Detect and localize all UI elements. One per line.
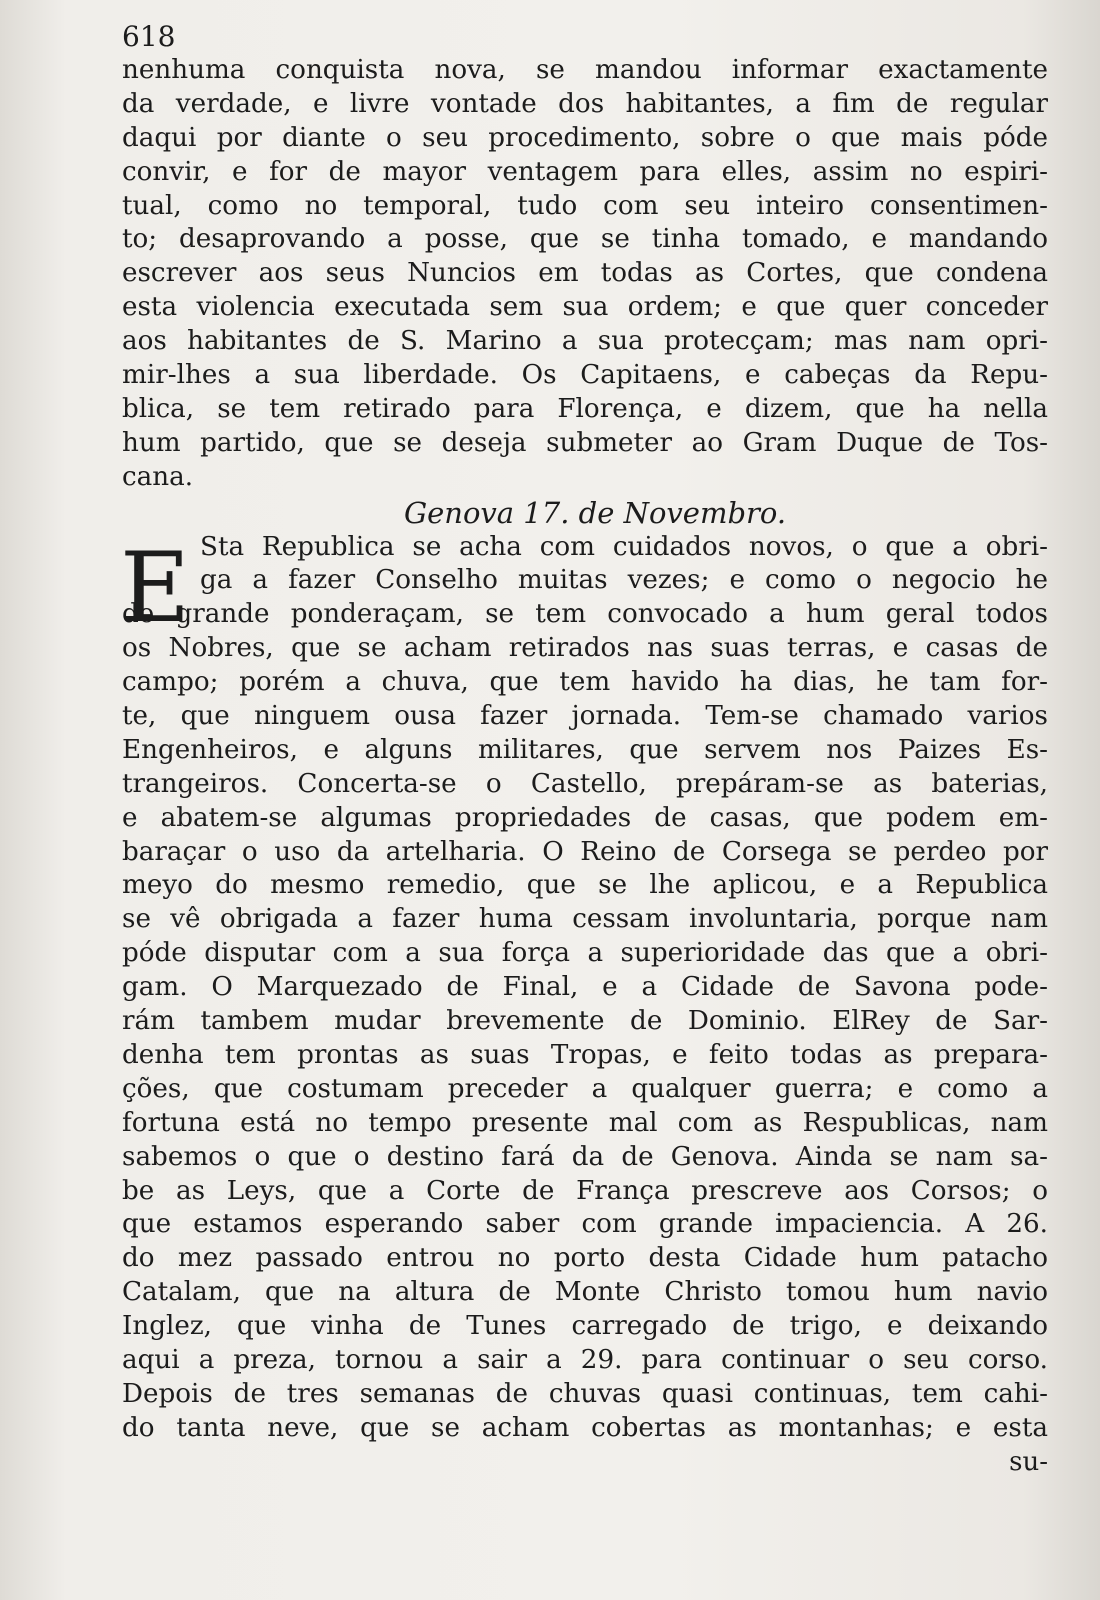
text-line: Depois de tres semanas de chuvas quasi continuas, tem cahi- [122,1378,1048,1409]
text-line: esta violencia executada sem sua ordem; e que quer conceder [122,292,1048,323]
text-line: te, que ninguem ousa fazer jornada. Tem-se chamado varios [122,701,1048,732]
text-line: cana. [122,461,194,492]
text-line: do tanta neve, que se acham cobertas as montanhas; e esta [122,1412,1048,1443]
text-line: e abatem-se algumas propriedades de casas, que podem em- [122,802,1048,833]
text-line: be as Leys, que a Corte de França prescreve aos Corsos; o [122,1175,1048,1206]
text-line: to; desaprovando a posse, que se tinha tomado, e mandando [122,224,1048,255]
text-line: que estamos esperando saber com grande impaciencia. A 26. [122,1209,1048,1240]
text-line: denha tem prontas as suas Tropas, e feito todas as prepara- [122,1039,1048,1070]
paragraph-genova [122,531,1048,1446]
text-line: se vê obrigada a fazer huma cessam involuntaria, porque nam [122,904,1048,935]
text-line: sabemos o que o destino fará da de Genova. Ainda se nam sa- [122,1141,1048,1172]
text-line: Engenheiros, e alguns militares, que servem nos Paizes Es- [122,734,1048,765]
catchword: su- [1009,1446,1048,1477]
text-line: escrever aos seus Nuncios em todas as Cortes, que condena [122,258,1048,289]
text-line: póde disputar com a sua força a superioridade das que a obri- [122,938,1048,969]
text-line: meyo do mesmo remedio, que se lhe aplicou, e a Republica [122,870,1048,901]
text-line: baraçar o uso da artelharia. O Reino de Corsega se perdeo por [122,836,1048,867]
text-line: aqui a preza, tornou a sair a 29. para continuar o seu corso. [122,1344,1048,1375]
text-line: blica, se tem retirado para Florença, e dizem, que ha nella [122,393,1048,424]
text-line: ga a fazer Conselho muitas vezes; e como o negocio he [200,565,1048,596]
dateline-genova: Genova 17. de Novembro. [403,495,787,530]
text-line: mir-lhes a sua liberdade. Os Capitaens, e cabeças da Repu- [122,360,1048,391]
text-line: fortuna está no tempo presente mal com as Respublicas, nam [122,1107,1048,1138]
text-line: ções, que costumam preceder a qualquer guerra; e como a [122,1073,1048,1104]
page-number: 618 [122,20,176,53]
text-line: rám tambem mudar brevemente de Dominio. ElRey de Sar- [122,1006,1048,1037]
text-line: Sta Republica se acha com cuidados novos, o que a obri- [200,531,1048,562]
text-line: daqui por diante o seu procedimento, sobre o que mais póde [122,122,1048,153]
text-line: tual, como no temporal, tudo com seu inteiro consentimen- [122,190,1048,221]
drop-cap: E [120,532,191,644]
text-line: campo; porém a chuva, que tem havido ha dias, he tam for- [122,667,1048,698]
text-line: trangeiros. Concerta-se o Castello, prepáram-se as baterias, [122,768,1048,799]
text-line: aos habitantes de S. Marino a sua protecçam; mas nam opri- [122,326,1048,357]
text-line: de grande ponderaçam, se tem convocado a hum geral todos [122,599,1048,630]
text-line: hum partido, que se deseja submeter ao Gram Duque de Tos- [122,427,1048,458]
paragraph-san-marino [122,54,1048,495]
text-line: nenhuma conquista nova, se mandou informar exactamente [122,55,1048,85]
text-line: do mez passado entrou no porto desta Cidade hum patacho [122,1243,1048,1274]
text-line: os Nobres, que se acham retirados nas suas terras, e casas de [122,633,1048,664]
text-line: Catalam, que na altura de Monte Christo tomou hum navio [122,1277,1048,1308]
text-line: da verdade, e livre vontade dos habitantes, a fim de regular [122,88,1048,119]
text-line: Inglez, que vinha de Tunes carregado de trigo, e deixando [122,1311,1048,1342]
text-line: gam. O Marquezado de Final, e a Cidade de Savona pode- [122,972,1048,1003]
text-line: convir, e for de mayor ventagem para elles, assim no espiri- [122,156,1048,187]
